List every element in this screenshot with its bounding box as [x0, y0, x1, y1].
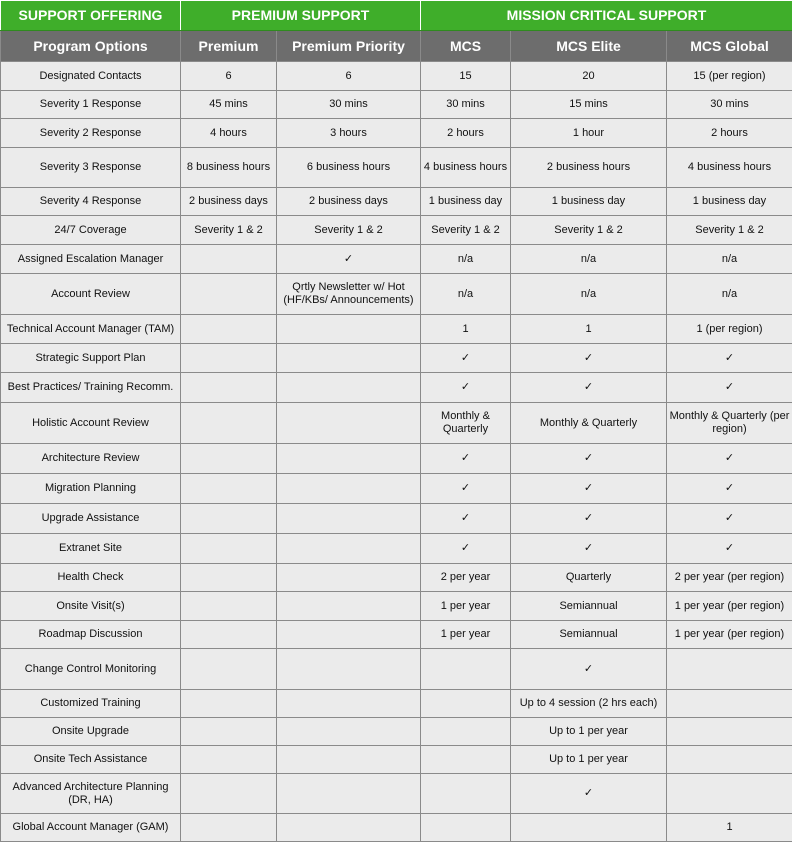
table-cell [667, 649, 792, 690]
row-label: Migration Planning [1, 474, 181, 504]
table-cell [181, 403, 277, 444]
table-row [1, 814, 792, 842]
table-cell: 2 per year (per region) [667, 564, 792, 592]
table-cell: 45 mins [181, 91, 277, 119]
table-cell: ✓ [421, 534, 511, 564]
table-cell [667, 774, 792, 814]
table-row [1, 444, 792, 474]
table-cell: n/a [511, 245, 667, 274]
table-cell [277, 444, 421, 474]
table-cell [181, 315, 277, 344]
table-cell [277, 373, 421, 403]
table-cell: ✓ [511, 774, 667, 814]
table-row [1, 403, 792, 444]
table-cell: Semiannual [511, 592, 667, 621]
row-label: Holistic Account Review [1, 403, 181, 444]
table-cell: 1 business day [511, 188, 667, 216]
row-label: Upgrade Assistance [1, 504, 181, 534]
table-cell: ✓ [511, 534, 667, 564]
table-row [1, 718, 792, 746]
table-cell: 20 [511, 62, 667, 91]
table-cell: Monthly & Quarterly [511, 403, 667, 444]
table-cell [181, 534, 277, 564]
table-row [1, 774, 792, 814]
table-cell: Monthly & Quarterly (per region) [667, 403, 792, 444]
row-label: Assigned Escalation Manager [1, 245, 181, 274]
table-cell: Severity 1 & 2 [511, 216, 667, 245]
table-cell [181, 444, 277, 474]
table-row [1, 690, 792, 718]
table-cell [181, 373, 277, 403]
row-label: Global Account Manager (GAM) [1, 814, 181, 842]
table-cell [421, 649, 511, 690]
table-cell: 2 business days [181, 188, 277, 216]
table-cell [277, 344, 421, 373]
row-label: Change Control Monitoring [1, 649, 181, 690]
table-cell: 4 hours [181, 119, 277, 148]
table-cell: 15 mins [511, 91, 667, 119]
table-cell: Severity 1 & 2 [421, 216, 511, 245]
table-cell [181, 564, 277, 592]
group-header-row [1, 1, 792, 31]
row-label: Onsite Visit(s) [1, 592, 181, 621]
column-header-program-options: Program Options [1, 31, 181, 62]
table-cell: Up to 4 session (2 hrs each) [511, 690, 667, 718]
table-cell: 3 hours [277, 119, 421, 148]
table-cell: ✓ [511, 649, 667, 690]
table-cell [181, 814, 277, 842]
table-cell: ✓ [667, 344, 792, 373]
row-label: Technical Account Manager (TAM) [1, 315, 181, 344]
table-cell: 1 [511, 315, 667, 344]
table-cell [667, 746, 792, 774]
table-cell: n/a [667, 274, 792, 315]
table-cell [277, 814, 421, 842]
group-header-support-offering: SUPPORT OFFERING [1, 1, 181, 31]
table-row [1, 534, 792, 564]
table-row [1, 344, 792, 373]
table-cell [277, 592, 421, 621]
table-cell [181, 504, 277, 534]
row-label: Strategic Support Plan [1, 344, 181, 373]
table-row [1, 564, 792, 592]
table-cell: ✓ [421, 474, 511, 504]
table-row [1, 474, 792, 504]
table-cell: 2 hours [421, 119, 511, 148]
column-header-premium: Premium [181, 31, 277, 62]
table-cell: ✓ [421, 504, 511, 534]
table-cell: ✓ [421, 344, 511, 373]
row-label: Severity 4 Response [1, 188, 181, 216]
row-label: Severity 2 Response [1, 119, 181, 148]
table-row [1, 91, 792, 119]
table-cell [181, 649, 277, 690]
table-cell [277, 315, 421, 344]
table-cell [181, 245, 277, 274]
table-cell: 6 [277, 62, 421, 91]
table-cell [181, 746, 277, 774]
table-cell: ✓ [511, 344, 667, 373]
table-cell: Up to 1 per year [511, 718, 667, 746]
table-row [1, 504, 792, 534]
table-row [1, 62, 792, 91]
column-header-premium-priority: Premium Priority [277, 31, 421, 62]
column-header-mcs-elite: MCS Elite [511, 31, 667, 62]
table-cell [421, 718, 511, 746]
table-cell [277, 746, 421, 774]
table-cell [277, 474, 421, 504]
table-cell [277, 534, 421, 564]
row-label: Severity 1 Response [1, 91, 181, 119]
table-cell: n/a [421, 274, 511, 315]
table-cell: 6 [181, 62, 277, 91]
table-cell: Severity 1 & 2 [181, 216, 277, 245]
row-label: Designated Contacts [1, 62, 181, 91]
table-cell [181, 718, 277, 746]
table-cell: 15 (per region) [667, 62, 792, 91]
group-header-premium-support: PREMIUM SUPPORT [181, 1, 421, 31]
table-cell: Semiannual [511, 621, 667, 649]
table-cell [181, 774, 277, 814]
table-cell: n/a [511, 274, 667, 315]
table-row [1, 274, 792, 315]
table-row [1, 649, 792, 690]
table-cell: ✓ [511, 504, 667, 534]
table-cell: 1 per year [421, 592, 511, 621]
table-cell: 2 business days [277, 188, 421, 216]
table-cell: ✓ [667, 373, 792, 403]
table-cell: 15 [421, 62, 511, 91]
table-cell: 1 business day [421, 188, 511, 216]
table-cell: ✓ [511, 373, 667, 403]
table-cell: 1 [421, 315, 511, 344]
row-label: Customized Training [1, 690, 181, 718]
table-cell [277, 621, 421, 649]
table-cell: ✓ [667, 474, 792, 504]
table-row [1, 373, 792, 403]
table-cell [181, 621, 277, 649]
row-label: Roadmap Discussion [1, 621, 181, 649]
table-cell: n/a [421, 245, 511, 274]
table-cell: 1 per year (per region) [667, 621, 792, 649]
table-cell: Severity 1 & 2 [277, 216, 421, 245]
table-cell [277, 774, 421, 814]
table-cell: 4 business hours [667, 148, 792, 188]
table-cell: ✓ [277, 245, 421, 274]
row-label: Account Review [1, 274, 181, 315]
table-cell: ✓ [667, 504, 792, 534]
table-cell [277, 564, 421, 592]
row-label: Severity 3 Response [1, 148, 181, 188]
table-cell [277, 649, 421, 690]
group-header-mission-critical-support: MISSION CRITICAL SUPPORT [421, 1, 792, 31]
table-row [1, 216, 792, 245]
row-label: Best Practices/ Training Recomm. [1, 373, 181, 403]
table-cell: Qrtly Newsletter w/ Hot (HF/KBs/ Announcements) [277, 274, 421, 315]
table-row [1, 148, 792, 188]
table-row [1, 245, 792, 274]
table-cell [277, 504, 421, 534]
table-cell [667, 718, 792, 746]
table-cell [181, 474, 277, 504]
table-cell: Up to 1 per year [511, 746, 667, 774]
column-header-mcs-global: MCS Global [667, 31, 792, 62]
table-cell [421, 746, 511, 774]
table-cell: ✓ [667, 534, 792, 564]
table-cell: 1 business day [667, 188, 792, 216]
row-label: Architecture Review [1, 444, 181, 474]
table-cell [181, 344, 277, 373]
table-cell [511, 814, 667, 842]
table-cell: 30 mins [667, 91, 792, 119]
table-cell: ✓ [511, 474, 667, 504]
table-cell [421, 814, 511, 842]
table-cell: 30 mins [421, 91, 511, 119]
table-cell: 30 mins [277, 91, 421, 119]
table-cell: 1 per year [421, 621, 511, 649]
row-label: Advanced Architecture Planning (DR, HA) [1, 774, 181, 814]
table-cell: Severity 1 & 2 [667, 216, 792, 245]
table-cell: ✓ [421, 373, 511, 403]
table-cell: 2 business hours [511, 148, 667, 188]
table-cell: 6 business hours [277, 148, 421, 188]
table-row [1, 188, 792, 216]
row-label: Onsite Tech Assistance [1, 746, 181, 774]
table-row [1, 119, 792, 148]
column-header-row [1, 31, 792, 62]
table-cell [181, 274, 277, 315]
table-cell: 1 hour [511, 119, 667, 148]
table-cell [421, 774, 511, 814]
table-cell: ✓ [421, 444, 511, 474]
table-cell: 2 hours [667, 119, 792, 148]
table-cell: n/a [667, 245, 792, 274]
table-cell [181, 690, 277, 718]
table-cell: 8 business hours [181, 148, 277, 188]
table-cell: Quarterly [511, 564, 667, 592]
table-row [1, 315, 792, 344]
row-label: Onsite Upgrade [1, 718, 181, 746]
row-label: 24/7 Coverage [1, 216, 181, 245]
table-cell: 1 (per region) [667, 315, 792, 344]
table-row [1, 621, 792, 649]
table-row [1, 746, 792, 774]
table-cell [667, 690, 792, 718]
table-cell [277, 690, 421, 718]
table-cell [421, 690, 511, 718]
table-cell: 2 per year [421, 564, 511, 592]
table-cell: ✓ [667, 444, 792, 474]
column-header-mcs: MCS [421, 31, 511, 62]
table-cell: ✓ [511, 444, 667, 474]
table-cell: Monthly & Quarterly [421, 403, 511, 444]
row-label: Extranet Site [1, 534, 181, 564]
table-cell: 1 [667, 814, 792, 842]
table-cell [277, 403, 421, 444]
row-label: Health Check [1, 564, 181, 592]
table-cell [277, 718, 421, 746]
table-cell [181, 592, 277, 621]
table-cell: 1 per year (per region) [667, 592, 792, 621]
table-row [1, 592, 792, 621]
table-cell: 4 business hours [421, 148, 511, 188]
